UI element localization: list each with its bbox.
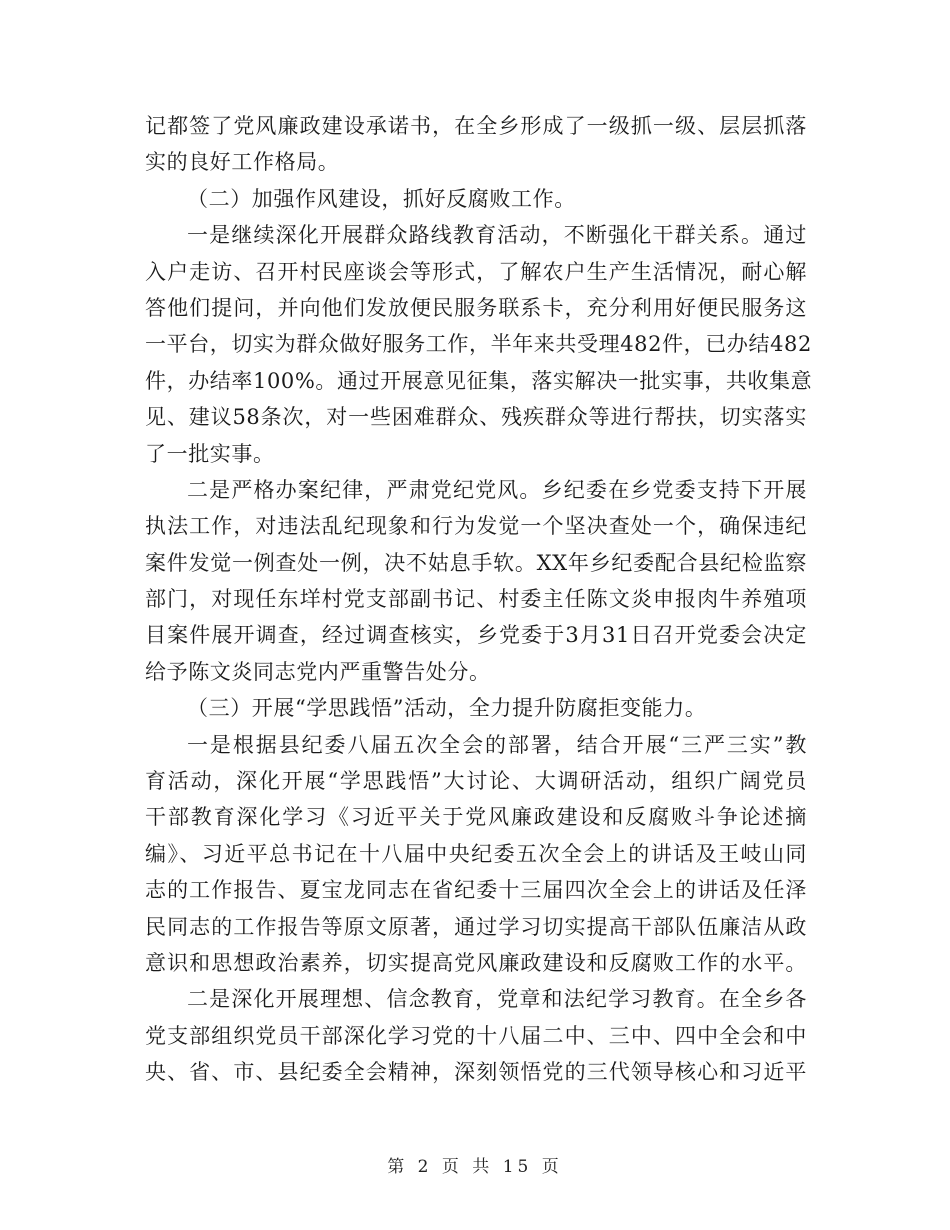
section-heading: （三）开展“学思践悟”活动，全力提升防腐拒变能力。: [187, 696, 707, 721]
text-line: 志的工作报告、夏宝龙同志在省纪委十三届四次全会上的讲话及任泽: [145, 878, 807, 903]
text-line: 实的良好工作格局。: [145, 150, 340, 175]
text-line: 一平台，切实为群众做好服务工作，半年来共受理482件，已办结482: [145, 332, 812, 357]
text-line: 记都签了党风廉政建设承诺书，在全乡形成了一级抓一级、层层抓落: [145, 114, 807, 138]
body-text: [145, 108, 813, 1091]
text-line: 件，办结率100%。通过开展意见征集，落实解决一批实事，共收集意: [145, 368, 813, 393]
text-line: 二是深化开展理想、信念教育，党章和法纪学习教育。在全乡各: [187, 987, 807, 1012]
text-line: 目案件展开调查，经过调查核实，乡党委于3月31日召开党委会决定: [145, 623, 807, 648]
text-line: 央、省、市、县纪委全会精神，深刻领悟党的三代领导核心和习近平: [145, 1060, 807, 1085]
text-line: 入户走访、召开村民座谈会等形式，了解农户生产生活情况，耐心解: [145, 259, 807, 284]
text-line: 育活动，深化开展“学思践悟”大讨论、大调研活动，组织广阔党员: [145, 769, 807, 794]
text-line: 答他们提问，并向他们发放便民服务联系卡，充分利用好便民服务这: [145, 295, 807, 320]
text-line: 见、建议58条次，对一些困难群众、残疾群众等进行帮扶，切实落实: [145, 405, 807, 430]
text-line: 民同志的工作报告等原文原著，通过学习切实提高干部队伍廉洁从政: [145, 914, 807, 939]
text-line: 案件发觉一例查处一例，决不姑息手软。XX年乡纪委配合县纪检监察: [145, 550, 807, 575]
text-line: 了一批实事。: [145, 441, 275, 466]
text-line: 二是严格办案纪律，严肃党纪党风。乡纪委在乡党委支持下开展: [187, 477, 807, 502]
text-line: 意识和思想政治素养，切实提高党风廉政建设和反腐败工作的水平。: [145, 950, 807, 975]
section-heading: （二）加强作风建设，抓好反腐败工作。: [187, 186, 576, 211]
text-line: 编》、习近平总书记在十八届中央纪委五次全会上的讲话及王岐山同: [145, 841, 807, 866]
page-number-footer: 第 2 页 共 15 页: [387, 1157, 563, 1177]
text-line: 一是根据县纪委八届五次全会的部署，结合开展“三严三实”教: [187, 732, 807, 757]
text-line: 干部教育深化学习《习近平关于党风廉政建设和反腐败斗争论述摘: [145, 805, 807, 830]
text-line: 一是继续深化开展群众路线教育活动，不断强化干群关系。通过: [187, 223, 807, 248]
text-line: 执法工作，对违法乱纪现象和行为发觉一个坚决查处一个，确保违纪: [145, 514, 807, 539]
text-line: 部门，对现任东垟村党支部副书记、村委主任陈文炎申报肉牛养殖项: [145, 587, 807, 612]
text-line: 给予陈文炎同志党内严重警告处分。: [145, 659, 491, 684]
text-line: 党支部组织党员干部深化学习党的十八届二中、三中、四中全会和中: [145, 1023, 807, 1048]
